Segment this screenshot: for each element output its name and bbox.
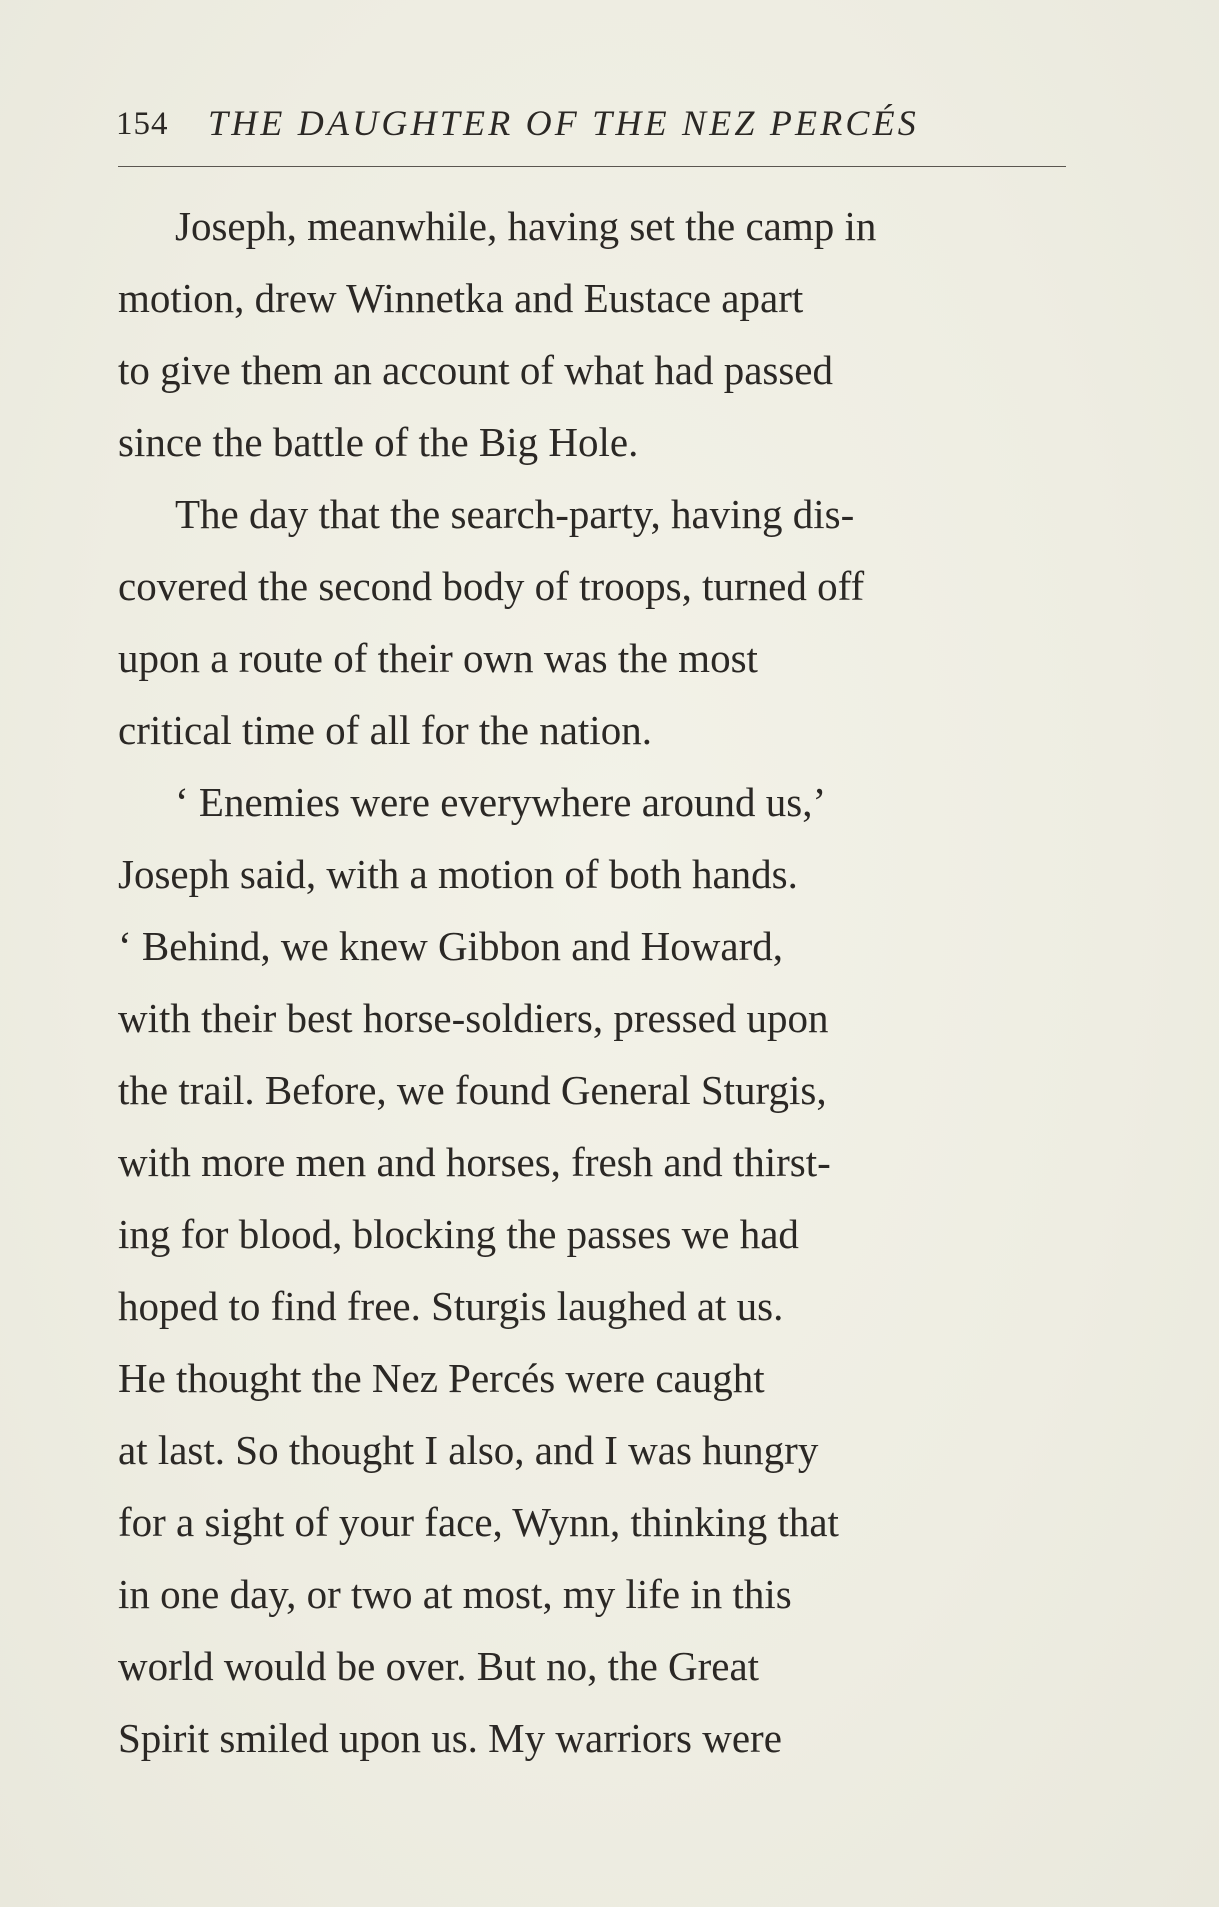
text-line: with their best horse-soldiers, pressed upon — [118, 995, 829, 1041]
body-text — [118, 190, 1088, 1774]
header-rule — [118, 166, 1066, 167]
text-line: ing for blood, blocking the passes we had — [118, 1211, 799, 1257]
text-line: to give them an account of what had passed — [118, 347, 833, 393]
text-line: in one day, or two at most, my life in this — [118, 1571, 792, 1617]
text-line: Spirit smiled upon us. My warriors were — [118, 1715, 782, 1761]
text-line: upon a route of their own was the most — [118, 635, 758, 681]
text-line: hoped to find free. Sturgis laughed at us. — [118, 1283, 784, 1329]
text-line: ‘ Enemies were everywhere around us,’ — [175, 779, 827, 825]
page-number: 154 — [116, 106, 169, 142]
text-line: with more men and horses, fresh and thirst- — [118, 1139, 831, 1185]
running-title: THE DAUGHTER OF THE NEZ PERCÉS — [208, 103, 919, 143]
text-line: ‘ Behind, we knew Gibbon and Howard, — [118, 923, 783, 969]
text-line: He thought the Nez Percés were caught — [118, 1355, 765, 1401]
text-line: the trail. Before, we found General Sturgis, — [118, 1067, 827, 1113]
text-line: Joseph said, with a motion of both hands. — [118, 851, 798, 897]
text-line: since the battle of the Big Hole. — [118, 419, 639, 465]
text-line: at last. So thought I also, and I was hungry — [118, 1427, 819, 1473]
text-line: Joseph, meanwhile, having set the camp in — [175, 203, 877, 249]
text-line: world would be over. But no, the Great — [118, 1643, 760, 1689]
text-line: motion, drew Winnetka and Eustace apart — [118, 275, 804, 321]
text-line: critical time of all for the nation. — [118, 707, 652, 753]
running-head — [116, 102, 1066, 152]
text-line: for a sight of your face, Wynn, thinking that — [118, 1499, 839, 1545]
text-line: covered the second body of troops, turned off — [118, 563, 865, 609]
text-line: The day that the search-party, having dis- — [175, 491, 855, 537]
